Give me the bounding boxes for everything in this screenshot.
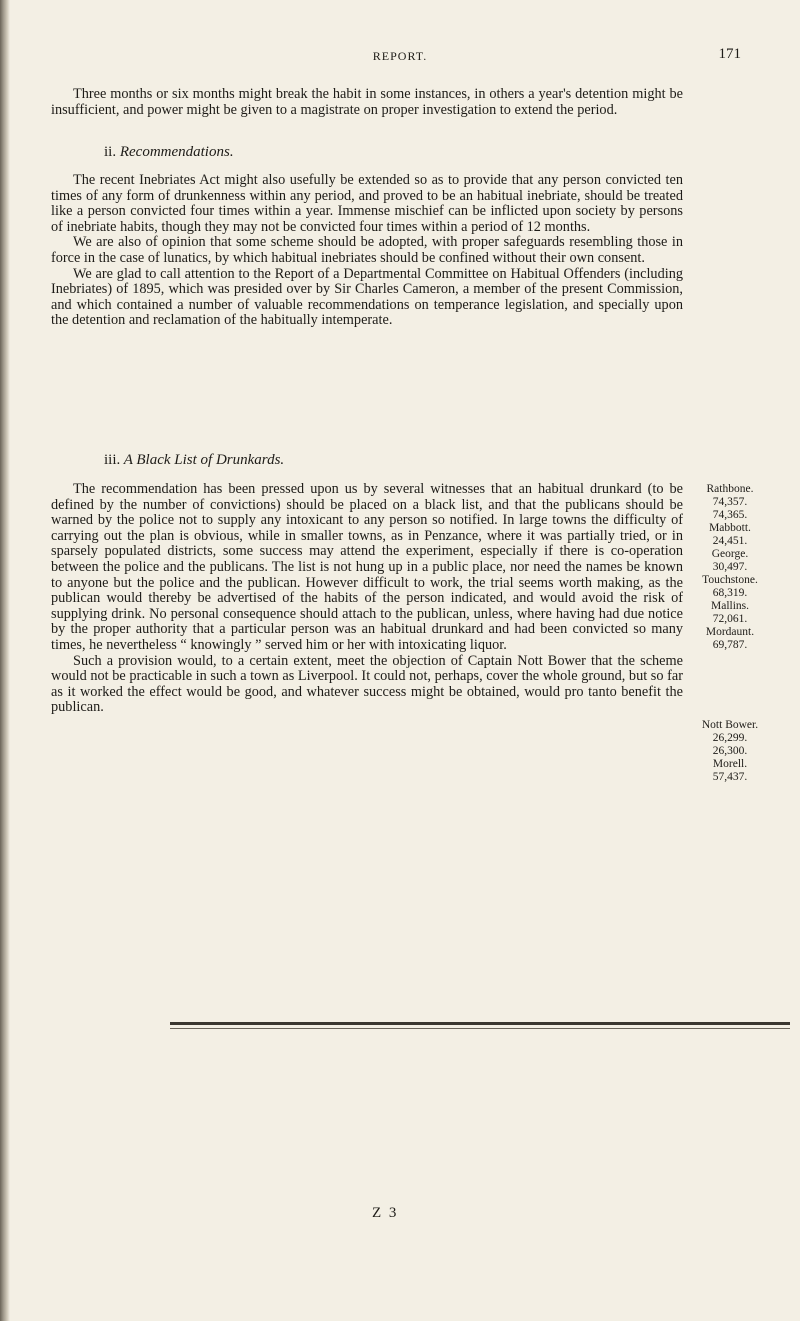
section-ii-paragraph: The recent Inebriates Act might also usefully be extended so as to provide that any person convicted ten times of any form of drunkenness within any period, and proved to be an habitual inebriate, should be treated like a person convicted four times within a year. Immense mischief can be inflicted upon society by persons of inebriate habits, though they may not be convicted four times within a period of 12 months. — [51, 172, 683, 235]
intro-paragraph: Three months or six months might break the habit in some instances, in others a year's detention might be insufficient, and power might be given to a magistrate on proper investigation to extend the period. — [51, 86, 683, 118]
signature-mark: Z 3 — [372, 1205, 399, 1221]
page-binding-shadow — [0, 0, 10, 1321]
section-ii-number: ii. — [104, 144, 117, 160]
intro-paragraph-block — [51, 87, 683, 118]
section-iii-body — [51, 482, 683, 716]
margin-citation: 72,061. — [712, 613, 748, 625]
margin-citation: 24,451. — [712, 535, 748, 547]
margin-citation: 57,437. — [712, 771, 748, 783]
section-iii-title: A Black List of Drunkards. — [123, 452, 285, 468]
section-ii-paragraph: We are glad to call attention to the Report of a Departmental Committee on Habitual Offenders (including Inebriates) of 1895, which was presided over by Sir Charles Cameron, a member of the present Commission, and which contained a number of valuable recommendations on temperance legislation, and specially upon the detention and reclamation of the habitually intemperate. — [51, 265, 683, 329]
horizontal-rule-thin — [170, 1028, 790, 1029]
section-ii-paragraph: We are also of opinion that some scheme should be adopted, with proper safeguards resembling those in force in the case of lunatics, by which habitual inebriates should be confined without their own consent. — [51, 234, 683, 266]
margin-citation: Morell. — [712, 758, 748, 770]
horizontal-rule-thick — [170, 1022, 790, 1025]
section-ii-body — [51, 173, 683, 329]
margin-citation: Touchstone. — [702, 574, 758, 586]
margin-citation: 30,497. — [712, 561, 748, 573]
margin-citations-group-1 — [690, 483, 770, 652]
margin-citation: Mordaunt. — [705, 626, 755, 638]
section-iii-paragraph: Such a provision would, to a certain extent, meet the objection of Captain Nott Bower that the scheme would not be practicable in such a town as Liverpool. It could not, perhaps, cover the whole ground, but so far as it worked the effect would be good, and whatever success might be obtained, would pro tanto benefit the publican. — [51, 652, 683, 716]
section-ii-title: Recommendations. — [119, 144, 234, 160]
running-header: REPORT. — [372, 49, 428, 63]
margin-citation: Mabbott. — [709, 522, 751, 534]
margin-citations-group-2 — [690, 719, 770, 784]
margin-citation: Rathbone. — [706, 483, 754, 495]
margin-citation: 74,365. — [712, 509, 748, 521]
margin-citation: 26,300. — [712, 745, 748, 757]
section-ii-heading — [104, 144, 234, 161]
page-number: 171 — [718, 46, 741, 62]
margin-citation: 26,299. — [712, 732, 748, 744]
margin-citation: George. — [711, 548, 749, 560]
margin-citation: Mallins. — [710, 600, 749, 612]
section-iii-paragraph: The recommendation has been pressed upon us by several witnesses that an habitual drunkard (to be defined by the number of convictions) should be placed on a black list, and that the publicans should be warned by the police not to supply any intoxicant to any person so notified. In large towns the difficulty of carrying out the plan is obvious, while in smaller towns, as in Penzance, where it was partially tried, or in sparsely populated districts, some success may attend the experiment, especially if there is co-operation between the police and the publicans. The list is not hung up in a public place, nor need the names be known to anyone but the police and the publican. However difficult to work, the trial seems worth making, as the publican would thereby be advertised of the habits of the person indicated, and would avoid the risk of supplying drink. No personal consequence should attach to the publican, unless, where having had due notice by the proper authority that a particular person was an habitual drunkard and had been convicted so many times, he nevertheless “ knowingly ” served him or her with intoxicating liquor. — [51, 481, 683, 653]
margin-citation: 69,787. — [712, 639, 748, 651]
section-iii-heading — [104, 452, 284, 469]
margin-citation: 74,357. — [712, 496, 748, 508]
margin-citation: Nott Bower. — [701, 719, 759, 731]
margin-citation: 68,319. — [712, 587, 748, 599]
section-iii-number: iii. — [104, 452, 121, 468]
